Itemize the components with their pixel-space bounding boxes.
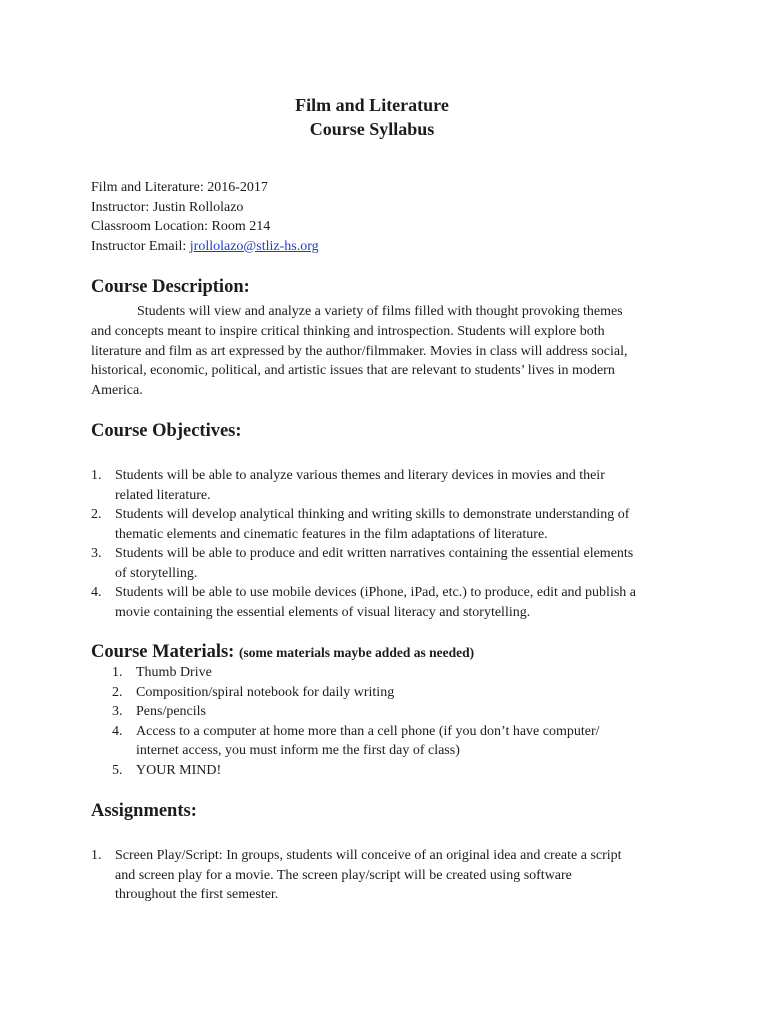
list-number: 3. <box>91 546 102 561</box>
material-item <box>112 702 600 722</box>
assignment-item <box>91 846 622 905</box>
description-paragraph <box>91 302 691 401</box>
material-item <box>112 722 600 761</box>
material-line: internet access, you must inform me the first day of class) <box>136 743 460 758</box>
assignment-line: Screen Play/Script: In groups, students will conceive of an original idea and create a script <box>115 848 622 863</box>
list-number: 2. <box>91 507 102 522</box>
objective-line: related literature. <box>115 487 211 503</box>
description-line: historical, economic, political, and artistic issues that are relevant to students’ lives in modern <box>91 363 615 379</box>
material-line: Pens/pencils <box>136 704 206 719</box>
instructor-email-line <box>91 237 319 257</box>
assignment-line: and screen play for a movie. The screen play/script will be created using software <box>115 867 572 883</box>
list-number: 1. <box>112 665 123 680</box>
objective-item <box>91 466 636 505</box>
material-item <box>112 761 600 781</box>
material-line: Thumb Drive <box>136 665 212 680</box>
objective-line: thematic elements and cinematic features in the film adaptations of literature. <box>115 526 548 542</box>
objective-item <box>91 583 636 622</box>
objective-line: Students will develop analytical thinking and writing skills to demonstrate understanding of <box>115 507 630 522</box>
objectives-heading: Course Objectives: <box>91 421 242 441</box>
list-number: 4. <box>112 723 123 739</box>
list-number: 1. <box>91 848 102 863</box>
assignment-line: throughout the first semester. <box>115 887 279 902</box>
objective-item <box>91 505 636 544</box>
description-heading: Course Description: <box>91 277 250 297</box>
classroom-location: Classroom Location: Room 214 <box>91 219 271 234</box>
description-line: and concepts meant to inspire critical thinking and introspection. Students will explore both <box>91 323 605 339</box>
course-year: Film and Literature: 2016-2017 <box>91 180 268 195</box>
material-item <box>112 683 600 703</box>
list-number: 4. <box>91 585 102 600</box>
materials-heading-label: Course Materials: <box>91 642 235 662</box>
document-title: Film and Literature <box>295 95 449 115</box>
material-line: YOUR MIND! <box>136 762 222 778</box>
objective-line: movie containing the essential elements of visual literacy and storytelling. <box>115 604 531 620</box>
material-line: Access to a computer at home more than a cell phone (if you don’t have computer/ <box>136 723 600 739</box>
description-line: America. <box>91 383 143 399</box>
list-number: 1. <box>91 468 102 483</box>
objective-line: Students will be able to analyze various themes and literary devices in movies and their <box>115 468 605 483</box>
list-number: 3. <box>112 704 123 719</box>
instructor-name: Instructor: Justin Rollolazo <box>91 199 244 215</box>
assignments-heading: Assignments: <box>91 801 197 821</box>
materials-heading <box>91 641 474 664</box>
course-info <box>91 178 319 256</box>
objective-line: Students will be able to use mobile devices (iPhone, iPad, etc.) to produce, edit and publish a <box>115 585 637 600</box>
materials-note: (some materials maybe added as needed) <box>238 645 475 660</box>
description-line: Students will view and analyze a variety of films filled with thought provoking themes <box>137 304 623 319</box>
document-subtitle: Course Syllabus <box>309 119 435 139</box>
objective-line: Students will be able to produce and edit written narratives containing the essential elements <box>115 546 634 561</box>
material-item <box>112 663 600 683</box>
description-line: literature and film as art expressed by the author/filmmaker. Movies in class will address social, <box>91 343 628 359</box>
list-number: 5. <box>112 762 123 778</box>
assignments-list <box>91 846 622 905</box>
objectives-list <box>91 466 636 622</box>
material-line: Composition/spiral notebook for daily writing <box>136 684 395 700</box>
instructor-email-link[interactable]: jrollolazo@stliz-hs.org <box>189 238 319 254</box>
objective-line: of storytelling. <box>115 565 198 581</box>
list-number: 2. <box>112 684 123 700</box>
instructor-email-label: Instructor Email: <box>91 238 190 254</box>
materials-list <box>112 663 600 780</box>
objective-item <box>91 544 636 583</box>
